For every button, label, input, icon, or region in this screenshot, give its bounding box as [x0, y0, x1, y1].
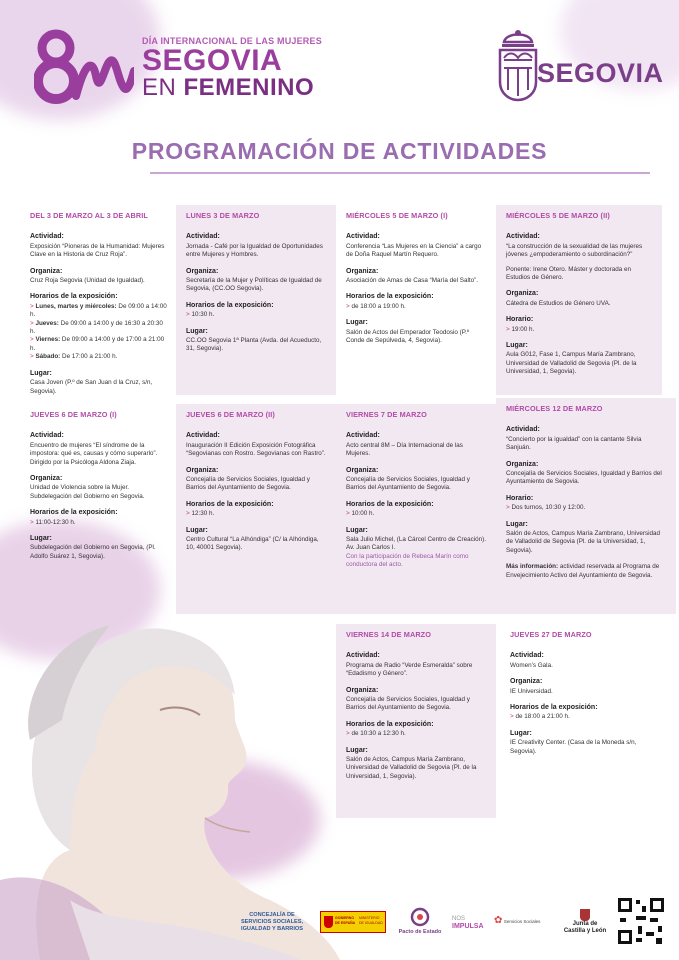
pacto-text: Pacto de Estado: [398, 929, 442, 935]
lugar-label: Lugar:: [346, 746, 368, 754]
arrow-icon: >: [346, 302, 352, 310]
lugar-label: Lugar:: [506, 520, 528, 528]
arrow-icon: >: [186, 510, 192, 518]
horario-line: [30, 353, 168, 361]
horarios-label: Horarios de la exposición:: [186, 301, 274, 309]
ponente-text: Ponente: Irene Otero. Máster y doctorada en Estudios de Género.: [506, 265, 631, 282]
event-date: VIERNES 14 DE MARZO: [346, 630, 432, 639]
actividad-text: Acto central 8M – Día Internacional de las Mujeres.: [346, 441, 463, 458]
arrow-icon: >: [346, 510, 352, 518]
organiza-text: Cruz Roja Segovia (Unidad de Igualdad).: [30, 277, 145, 285]
gobierno-text-b: MINISTERIO DE IGUALDAD: [359, 916, 383, 925]
arrow-icon: >: [186, 311, 192, 319]
event-date: MIÉRCOLES 5 DE MARZO (I): [346, 211, 448, 220]
horarios-label: Horarios de la exposición:: [346, 293, 434, 301]
actividad-text: Women’s Gala.: [510, 661, 553, 669]
event-card-1: [20, 205, 178, 395]
concejalia-logo: CONCEJALÍA DE SERVICIOS SOCIALES, IGUALDAD Y BARRIOS: [240, 912, 304, 932]
servicios-text: Servicios Sociales: [503, 919, 541, 924]
event-date: DEL 3 DE MARZO AL 3 DE ABRIL: [30, 211, 148, 220]
event-city-title: SEGOVIA: [142, 44, 283, 77]
event-card-6: [176, 404, 336, 614]
actividad-text: “La construcción de la sexualidad de las mujeres jóvenes ¿empoderamiento o subordinación?”: [506, 242, 643, 259]
junta-text-a: Junta de: [572, 921, 598, 927]
qr-finder: [618, 930, 632, 944]
lugar-label: Lugar:: [346, 526, 368, 534]
qr-module: [650, 918, 658, 922]
horario-time: de 18:00 a 19:00 h.: [351, 302, 406, 310]
actividad-text: Jornada - Café por la Igualdad de Oportunidades entre Mujeres y Hombres.: [186, 242, 323, 259]
servicios-sociales-logo: [494, 915, 550, 926]
lugar-label: Lugar:: [510, 729, 532, 737]
organiza-text: IE Universidad.: [510, 687, 553, 695]
arrow-icon: >: [30, 353, 36, 361]
footer-logos: [0, 895, 679, 955]
horario-time: 10:30 h.: [191, 311, 215, 319]
actividad-label: Actividad:: [506, 233, 540, 241]
qr-finder: [650, 898, 664, 912]
qr-code-icon[interactable]: [618, 898, 664, 944]
actividad-text: Inauguración II Edición Exposición Fotográfica “Segovianas con Rostro. Segovianas con Rastro”.: [186, 441, 326, 458]
junta-shield-icon: [580, 909, 590, 921]
event-date: JUEVES 6 DE MARZO (I): [30, 410, 117, 419]
page-title: PROGRAMACIÓN DE ACTIVIDADES: [131, 138, 548, 164]
lugar-label: Lugar:: [506, 342, 528, 350]
event-en: EN: [142, 74, 177, 101]
extra-text: Con la participación de Rebeca Marín como conductora del acto.: [346, 552, 469, 569]
horario-line: [186, 510, 326, 518]
horario-day: Lunes, martes y miércoles:: [35, 302, 117, 310]
impulsa-text-b: IMPULSA: [452, 923, 484, 930]
actividad-label: Actividad:: [186, 432, 220, 440]
arrow-icon: >: [30, 336, 36, 344]
organiza-label: Organiza:: [510, 678, 543, 686]
organiza-text: Concejalía de Servicios Sociales, Igualdad y Barrios del Ayuntamiento de Segovia.: [186, 476, 310, 492]
actividad-label: Actividad:: [186, 233, 220, 241]
event-date: MIÉRCOLES 12 DE MARZO: [506, 404, 603, 413]
horario-time: 10:00 h.: [351, 510, 375, 518]
actividad-text: Encuentro de mujeres “El síndrome de la impostora: qué es, causas y cómo superarlo”. Dirigido por la Psicóloga Aldona Ziaja.: [30, 441, 158, 466]
lugar-label: Lugar:: [30, 369, 52, 377]
event-femenino: FEMENINO: [183, 74, 315, 101]
actividad-label: Actividad:: [30, 233, 64, 241]
horarios-label: Horarios de la exposición:: [30, 509, 118, 517]
gobierno-text-a: GOBIERNO DE ESPAÑA: [335, 916, 356, 925]
horario-time: De 17:00 a 21:00 h.: [60, 353, 118, 361]
horario-time: Dos turnos, 10:30 y 12:00.: [511, 504, 586, 512]
horario-time: 11:00-12:30 h.: [35, 518, 76, 526]
horario-day: Jueves:: [35, 319, 59, 327]
qr-module: [636, 916, 646, 920]
actividad-text: Conferencia “Las Mujeres en la Ciencia” a cargo de Doña Raquel Martín Requero.: [346, 242, 482, 259]
actividad-label: Actividad:: [346, 233, 380, 241]
event-date: LUNES 3 DE MARZO: [186, 211, 260, 220]
event-date: VIERNES 7 DE MARZO: [346, 410, 427, 419]
organiza-label: Organiza:: [346, 466, 379, 474]
organiza-label: Organiza:: [186, 466, 219, 474]
arrow-icon: >: [506, 504, 512, 512]
event-card-2: [176, 205, 336, 395]
servicios-flower-icon: ✿: [494, 915, 503, 926]
organiza-label: Organiza:: [186, 267, 219, 275]
lugar-label: Lugar:: [186, 526, 208, 534]
mas-info-label: Más información:: [506, 563, 559, 571]
horario-label: Horario:: [506, 494, 534, 502]
qr-module: [620, 918, 626, 922]
actividad-label: Actividad:: [506, 426, 540, 434]
organiza-text: Concejalía de Servicios Sociales, Igualdad y Barrios del Ayuntamiento de Segovia.: [346, 696, 470, 712]
horarios-label: Horarios de la exposición:: [510, 704, 598, 712]
lugar-text: Salón de Actos, Campus María Zambrano, Universidad de Valladolid de Segovia (Pl. de la Universidad, 1, Segovia).: [506, 530, 660, 554]
header: [0, 0, 679, 120]
horario-time: De 09:00 a 14:00 y de 17:00 a 21:00 h.: [30, 336, 165, 352]
lugar-text: Casa Joven (P.º de San Juan d la Cruz, s/n, Segovia).: [30, 379, 153, 395]
horario-time: 19:00 h.: [511, 325, 535, 333]
spain-shield-icon: [324, 916, 333, 928]
event-date: MIÉRCOLES 5 DE MARZO (II): [506, 211, 610, 220]
horario-line: [506, 504, 666, 512]
horario-time: de 18:00 a 21:00 h.: [515, 713, 570, 721]
horario-time: de 10:30 a 12:30 h.: [351, 730, 406, 738]
horario-line: [30, 519, 168, 527]
event-title: [142, 36, 322, 100]
horario-line: [30, 320, 168, 337]
city-name: SEGOVIA: [537, 58, 664, 88]
horario-line: [30, 336, 168, 353]
lugar-text: IE Creativity Center. (Casa de la Moneda s/n, Segovia).: [510, 739, 637, 755]
horario-day: Viernes:: [35, 336, 61, 344]
qr-module: [636, 938, 642, 942]
pacto-circle-icon: [409, 907, 431, 927]
horario-label: Horario:: [506, 316, 534, 324]
event-card-8: [496, 398, 676, 614]
qr-module: [658, 926, 662, 932]
organiza-text: Concejalía de Servicios Sociales, Igualdad y Barrios del Ayuntamiento de Segovia.: [506, 470, 662, 486]
qr-finder: [618, 898, 632, 912]
event-date: JUEVES 6 DE MARZO (II): [186, 410, 275, 419]
horario-line: [186, 311, 326, 319]
event-en-femenino: [142, 76, 322, 100]
horarios-label: Horarios de la exposición:: [186, 500, 274, 508]
lugar-text: CC.OO Segovia 1ª Planta (Avda. del Acueducto, 31, Segovia).: [186, 337, 322, 353]
horario-time: De 09:00 a 14:00 y de 16:30 a 20:30 h.: [30, 319, 163, 336]
arrow-icon: >: [30, 302, 36, 310]
actividad-text: Exposición “Pioneras de la Humanidad: Mujeres Clave en la Historia de Cruz Roja”.: [30, 242, 165, 259]
organiza-text: Cátedra de Estudios de Género UVA.: [506, 299, 611, 307]
lugar-text: Salón de Actos, Campus María Zambrano, Universidad de Valladolid de Segovia (Pl. de la Universidad, 1, Segovia).: [346, 756, 477, 780]
horarios-label: Horarios de la exposición:: [30, 293, 118, 301]
lugar-label: Lugar:: [346, 319, 368, 327]
event-date: JUEVES 27 DE MARZO: [510, 630, 592, 639]
lugar-label: Lugar:: [30, 535, 52, 543]
junta-logo: [560, 909, 610, 935]
organiza-label: Organiza:: [30, 267, 63, 275]
actividad-label: Actividad:: [346, 652, 380, 660]
organiza-label: Organiza:: [30, 475, 63, 483]
actividad-label: Actividad:: [30, 432, 64, 440]
horario-line: [510, 713, 656, 721]
organiza-text: Asociación de Amas de Casa “María del Salto”.: [346, 277, 478, 285]
arrow-icon: >: [346, 730, 352, 738]
event-card-3: [336, 205, 496, 395]
arrow-icon: >: [510, 713, 516, 721]
qr-module: [646, 932, 654, 936]
qr-module: [656, 938, 662, 944]
horario-day: Sábado:: [35, 353, 61, 361]
actividad-label: Actividad:: [346, 432, 380, 440]
lugar-text: Aula G012, Fase 1, Campus María Zambrano, Universidad de Valladolid de Segovia (Pl. de la Universidad, 1, Segovia).: [506, 351, 637, 376]
event-card-7: [336, 404, 496, 614]
arrow-icon: >: [506, 325, 512, 333]
event-card-10: [500, 624, 666, 774]
event-card-5: [20, 404, 178, 584]
qr-module: [638, 926, 642, 934]
title-underline: [150, 172, 650, 174]
lugar-text: Subdelegación del Gobierno en Segovia, (Pl. Adolfo Suárez 1, Segovia).: [30, 544, 156, 560]
horario-line: [506, 326, 652, 334]
horario-time: De 09:00 a 14:00 h.: [30, 302, 167, 319]
arrow-icon: >: [30, 319, 36, 327]
organiza-label: Organiza:: [346, 267, 379, 275]
mas-info-text: [506, 563, 666, 580]
horario-line: [30, 303, 168, 320]
actividad-label: Actividad:: [510, 652, 544, 660]
mas-info-value: actividad reservada al Programa de Envejecimiento Activo del Ayuntamiento de Segovia.: [506, 563, 660, 579]
organiza-label: Organiza:: [506, 290, 539, 298]
organiza-label: Organiza:: [346, 686, 379, 694]
qr-module: [636, 900, 640, 904]
segovia-crest-icon: [494, 28, 542, 102]
horario-line: [346, 303, 486, 311]
lugar-text: Centro Cultural “La Alhóndiga” (C/ la Alhóndiga, 10, 40001 Segovia).: [186, 536, 319, 552]
lugar-label: Lugar:: [186, 327, 208, 335]
organiza-text: Unidad de Violencia sobre la Mujer. Subdelegación del Gobierno en Segovia.: [30, 484, 145, 500]
horarios-label: Horarios de la exposición:: [346, 720, 434, 728]
actividad-text: “Concierto por la igualdad” con la cantante Silvia Sanjuán.: [506, 435, 642, 452]
horarios-label: Horarios de la exposición:: [346, 500, 434, 508]
lugar-text: Sala Julio Michel, (La Cárcel Centro de Creación). Av. Juan Carlos I.: [346, 536, 486, 552]
actividad-text: Programa de Radio “Verde Esmeralda” sobre “Edadismo y Género”.: [346, 661, 473, 678]
event-card-9: [336, 624, 496, 818]
lugar-text: Salón de Actos del Emperador Teodosio (P.º Conde de Sepúlveda, 4, Segovia).: [346, 328, 470, 345]
junta-text-b: Castilla y León: [563, 928, 607, 934]
organiza-text: Secretaría de la Mujer y Políticas de Igualdad de Segovia, (CC.OO Segovia).: [186, 277, 322, 293]
8m-logo-icon: [34, 26, 134, 106]
qr-module: [642, 906, 646, 912]
event-card-4: [496, 205, 662, 395]
gobierno-logo: [320, 911, 386, 933]
horario-time: 12:30 h.: [191, 510, 215, 518]
event-small-title: DÍA INTERNACIONAL DE LAS MUJERES: [142, 36, 322, 46]
pacto-estado-logo: [398, 907, 442, 935]
arrow-icon: >: [30, 518, 36, 526]
impulsa-text-a: NOS: [452, 916, 466, 922]
organiza-label: Organiza:: [506, 460, 539, 468]
horario-line: [346, 730, 486, 738]
horario-line: [346, 510, 486, 518]
impulsa-logo: [452, 915, 492, 931]
organiza-text: Concejalía de Servicios Sociales, Igualdad y Barrios del Ayuntamiento de Segovia.: [346, 476, 470, 492]
